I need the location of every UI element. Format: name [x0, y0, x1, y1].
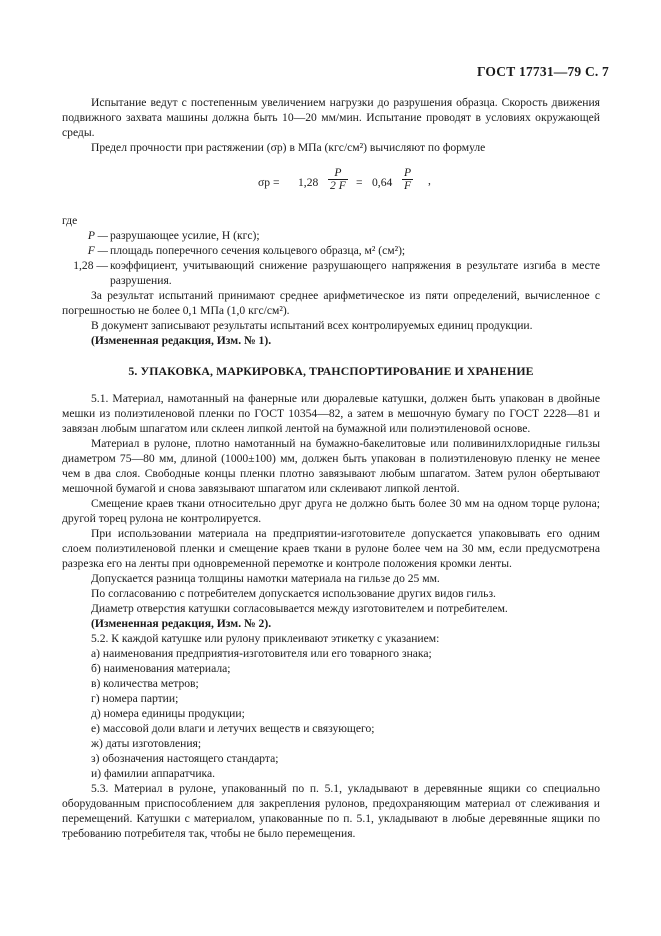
list-item: ж) даты изготовления;: [91, 737, 202, 750]
formula-coef-1: 1,28: [298, 176, 319, 189]
list-item: б) наименования материала;: [91, 662, 231, 675]
list-item: в) количества метров;: [91, 677, 199, 690]
list-item: и) фамилии аппаратчика.: [91, 767, 216, 780]
paragraph: В документ записывают результаты испытаний всех контролируемых единиц продукции.: [91, 319, 533, 332]
paragraph: Диаметр отверстия катушки согласовывается между изготовителем и потребителем.: [91, 602, 508, 615]
paragraph: 5.3. Материал в рулоне, упакованный по п. 5.1, укладывают в деревянные ящики со специально оборудованным приспособлением для закрепления рулонов, предохраняющим материал от слеживания и перемещений. Катушки с материалом, упакованные по п. 5.1, укладывают в любые деревянные ящики по требованию потребителя так, чтобы не было перемещения.: [62, 782, 600, 840]
definition-text: коэффициент, учитывающий снижение разрушающего напряжения в результате изгиба в месте разрушения.: [110, 259, 600, 287]
definition-symbol: P —: [87, 229, 108, 242]
formula-fraction-2: [402, 167, 413, 192]
formula-fraction-1: [328, 167, 348, 192]
amendment-note: (Измененная редакция, Изм. № 1).: [91, 334, 272, 347]
definition-symbol: F —: [87, 244, 108, 257]
list-item: г) номера партии;: [91, 692, 179, 705]
page-header: ГОСТ 17731—79 С. 7: [476, 64, 609, 79]
formula-coef-2: 0,64: [372, 176, 393, 189]
paragraph: Материал в рулоне, плотно намотанный на бумажно-бакелитовые или поливинилхлоридные гильзы диаметром 75—80 мм, длиной (1000±100) мм, должен быть упакован в полиэтиленовую пленку не менее чем в два слоя. Свободные концы пленки плотно завязывают любым шпагатом. Затем рулон обертывают мешочной бумагой и снова завязывают шпагатом или склеивают липкой лентой.: [62, 437, 600, 495]
list-item: д) номера единицы продукции;: [91, 707, 245, 720]
definition-item: [62, 243, 600, 258]
list-item: е) массовой доли влаги и летучих веществ и связующего;: [91, 722, 375, 735]
definition-item: [62, 258, 600, 288]
paragraph: По согласованию с потребителем допускается использование других видов гильз.: [91, 587, 496, 600]
formula-eq: =: [356, 176, 363, 189]
formula-num-1: P: [328, 167, 348, 180]
section-title: 5. УПАКОВКА, МАРКИРОВКА, ТРАНСПОРТИРОВАНИЕ И ХРАНЕНИЕ: [128, 364, 534, 378]
formula-den-2: F: [404, 179, 412, 192]
definition-symbol: 1,28 —: [73, 259, 108, 272]
paragraph: Допускается разница толщины намотки материала на гильзе до 25 мм.: [91, 572, 440, 585]
formula-tail: ,: [428, 174, 431, 187]
list-item: а) наименования предприятия-изготовителя или его товарного знака;: [91, 647, 432, 660]
paragraph: За результат испытаний принимают среднее арифметическое из пяти определений, вычисленное с погрешностью не более 0,1 МПа (1,0 кгс/см²).: [62, 289, 600, 317]
strength-formula: [258, 167, 600, 195]
paragraph: При использовании материала на предприятии-изготовителе допускается упаковывать его одним слоем полиэтиленовой пленки и смещение краев ткани в рулоне более чем на 30 мм, если предусмотрена разрезка его на ленты при одновременной перемотке и контроле положения кромки ленты.: [62, 527, 600, 570]
paragraph: 5.2. К каждой катушке или рулону приклеивают этикетку с указанием:: [91, 632, 440, 645]
formula-den-1: 2 F: [330, 179, 346, 192]
paragraph: Испытание ведут с постепенным увеличением нагрузки до разрушения образца. Скорость движения подвижного захвата машины должна быть 10—20 мм/мин. Испытание проводят в условиях окружающей среды.: [62, 96, 600, 139]
formula-num-2: P: [404, 166, 412, 179]
definition-text: площадь поперечного сечения кольцевого образца, м² (см²);: [110, 244, 406, 257]
document-body: [62, 95, 600, 841]
where-label: где: [62, 214, 78, 227]
definition-item: [62, 228, 600, 243]
paragraph: 5.1. Материал, намотанный на фанерные или дюралевые катушки, должен быть упакован в двойные мешки из полиэтиленовой пленки по ГОСТ 10354—82, а затем в мешочную бумагу по ГОСТ 2228—81 и завязан любым шпагатом или склеен липкой лентой на бумажной или полиэтиленовой основе.: [62, 392, 600, 435]
definition-text: разрушающее усилие, Н (кгс);: [110, 229, 260, 242]
amendment-note: (Измененная редакция, Изм. № 2).: [91, 617, 272, 630]
paragraph: Смещение краев ткани относительно друг друга не должно быть более 30 мм на одном торце рулона; другой торец рулона не контролируется.: [62, 497, 600, 525]
formula-lhs: σр =: [258, 176, 280, 189]
list-item: з) обозначения настоящего стандарта;: [91, 752, 279, 765]
paragraph: Предел прочности при растяжении (σр) в МПа (кгс/см²) вычисляют по формуле: [91, 141, 486, 154]
